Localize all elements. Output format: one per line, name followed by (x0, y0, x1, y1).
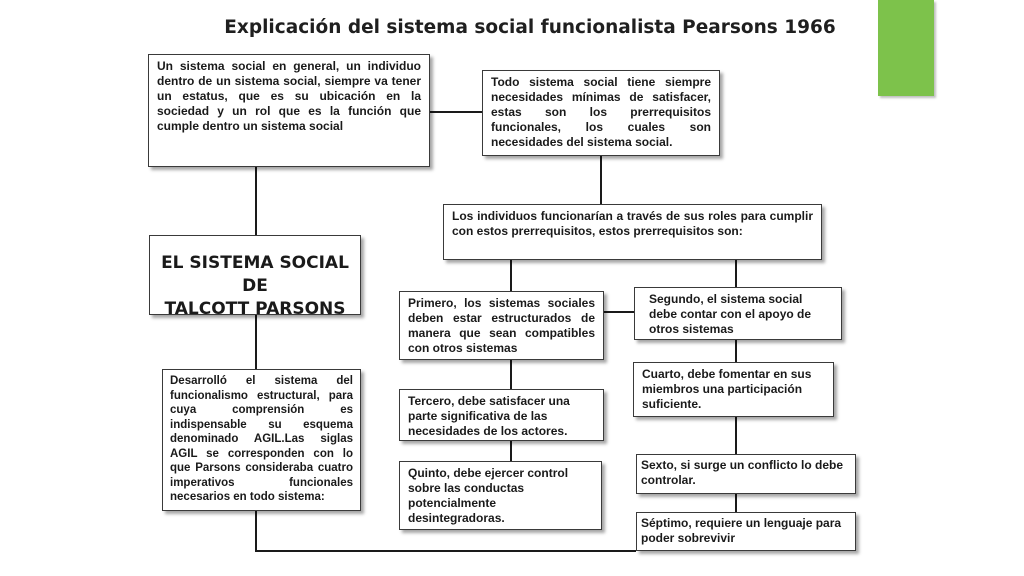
box-tercero: Tercero, debe satisfacer una parte significativa de las necesidades de los actores. (399, 389, 604, 441)
central-title-line2: TALCOTT PARSONS (164, 299, 346, 319)
box-sexto: Sexto, si surge un conflicto lo debe controlar. (636, 454, 856, 494)
central-title-line1: EL SISTEMA SOCIAL DE (161, 253, 349, 296)
box-quinto: Quinto, debe ejercer control sobre las conductas potencialmente desintegradoras. (399, 461, 602, 530)
box-cuarto: Cuarto, debe fomentar en sus miembros una participación suficiente. (633, 362, 834, 417)
box-segundo: Segundo, el sistema social debe contar con el apoyo de otros sistemas (634, 287, 842, 340)
box-necesidades-minimas: Todo sistema social tiene siempre necesidades mínimas de satisfacer, estas son los prerrequisitos funcionales, los cuales son necesidades del sistema social. (482, 70, 720, 156)
box-agil: Desarrolló el sistema del funcionalismo estructural, para cuya comprensión es indispensable su esquema denominado AGIL.Las siglas AGIL se corresponden con lo que Parsons consideraba cuatro imperativos funcionales necesarios en todo sistema: (162, 369, 361, 511)
page-title: Explicación del sistema social funcionalista Pearsons 1966 (224, 17, 836, 38)
central-node (149, 235, 361, 319)
box-roles-prerrequisitos: Los individuos funcionarían a través de sus roles para cumplir con estos prerrequisitos, estos prerrequisitos son: (443, 204, 822, 260)
box-primero: Primero, los sistemas sociales deben estar estructurados de manera que sean compatibles con otros sistemas (399, 291, 604, 360)
box-general-status-rol: Un sistema social en general, un individuo dentro de un sistema social, siempre va tener un estatus, que es su ubicación en la sociedad y un rol que es la función que cumple dentro un sistema social (148, 54, 430, 167)
box-septimo: Séptimo, requiere un lenguaje para poder sobrevivir (636, 512, 856, 551)
